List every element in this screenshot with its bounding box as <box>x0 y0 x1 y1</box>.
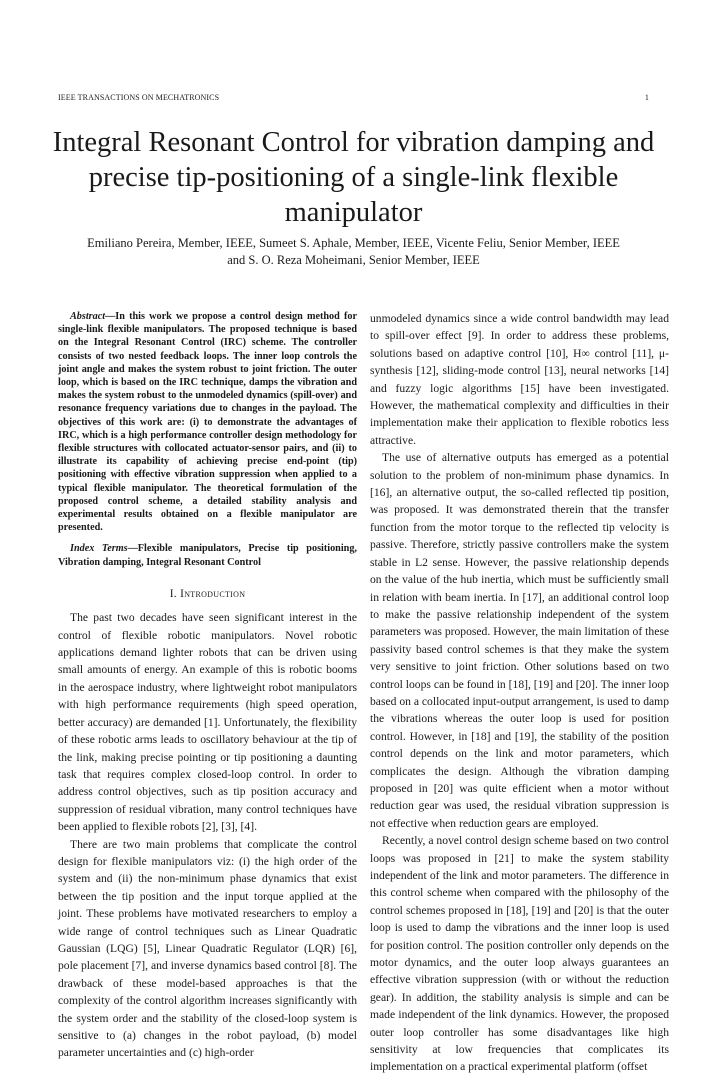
paper-title: Integral Resonant Control for vibration damping and precise tip-positioning of a single-link flexible manipulator <box>52 127 655 228</box>
paragraph: There are two main problems that complicate the control design for flexible manipulators viz: (i) the high order of the system and (ii) the non-minimum phase dynamics that exist between the tip position and the input torque applied at the joint. These problems have motivated researchers to employ a wide range of control techniques such as Linear Quadratic Gaussian (LQG) [5], Linear Quadratic Regulator (LQR) [6], pole placement [7], and inverse dynamics based control [8]. The drawback of these model-based approaches is that the complexity of the control algorithm increases significantly with the system order and the stability of the closed-loop system is sensitive to (a) changes in the robot payload, (b) model parameter uncertainties and (c) high-order <box>58 837 357 1060</box>
abstract-label: Abstract <box>70 311 106 322</box>
author-line-1: Emiliano Pereira, Member, IEEE, Sumeet S. Aphale, Member, IEEE, Vicente Feliu, Senior Member, IEEE <box>87 236 620 250</box>
paragraph: The past two decades have seen significant interest in the control of flexible robotic manipulators. Novel robotic applications demand lighter robots that can be driven using small amounts of energy. An example of this is robotic booms in the aerospace industry, where lightweight robot manipulators with high performance requirements (high speed operation, better accuracy) are demanded [1]. Unfortunately, the flexibility of these robotic arms leads to oscillatory behaviour at the tip of the link, making precise pointing or tip positioning a daunting task that requires complex closed-loop control. In order to address control objectives, such as tip position accuracy and suppression of residual vibration, many control techniques have been applied to flexible robots [2], [3], [4]. <box>58 611 357 834</box>
paragraph: The use of alternative outputs has emerged as a potential solution to the problem of non-minimum phase dynamics. In [16], an alternative output, the so-called reflected tip position, was proposed. It was demonstrated therein that the transfer function from the motor torque to the reflected tip velocity is passive. Therefore, strictly passive controllers make the system stable in L2 sense. However, the passive relationship depends on the value of the hub inertia, which must be sufficiently small in relation with beam inertia. In [17], an additional control loop to make the passive relationship independent of the system parameters was proposed. However, the main limitation of these passivity based control schemes is that they make the system very sensitive to joint friction. Other solutions based on two control loops can be found in [18], [19] and [20]. The inner loop based on a collocated input-output arrangement, is used to damp the vibrations whereas the outer loop is used for position control. However, in [18] and [19], the stability of the position control depends on the link and motor parameters, which complicates the design. Although the vibration damping proposed in [20] was quite efficient when a motor without reduction gear was used, the residual vibration suppression is not effective when reduction gears are employed. <box>370 451 669 830</box>
section-heading-introduction <box>58 586 357 603</box>
right-column <box>370 310 669 1076</box>
index-terms-label: Index Terms <box>70 543 128 555</box>
abstract-text: —In this work we propose a control design method for single-link flexible manipulators. The proposed technique is based on the Integral Resonant Control (IRC) scheme. The controller consists of two nested feedback loops. The inner loop controls the joint angle and makes the system robust to joint friction. The outer loop, which is based on the IRC technique, damps the vibration and makes the system robust to the unmodeled dynamics (spill-over) and resonance frequency variations due to changes in the payload. The objectives of this work are: (i) to demonstrate the advantages of IRC, which is a high performance controller design methodology for flexible structures with collocated actuator-sensor pairs, and (ii) to illustrate its capability of achieving precise end-point (tip) positioning with effective vibration suppression when applied to a typical flexible manipulator. The theoretical formulation of the proposed control scheme, a detailed stability analysis and experimental results obtained on a flexible manipulator are presented. <box>58 311 357 534</box>
author-line-2: and S. O. Reza Moheimani, Senior Member, IEEE <box>227 253 480 267</box>
section-numeral: I. <box>169 587 177 600</box>
paragraph: Recently, a novel control design scheme based on two control loops was proposed in [21] to make the system stability independent of the link and motor parameters. The difference in this control scheme when compared with the philosophy of the control schemes proposed in [18], [19] and [20] is that the outer loop is used to damp the vibrations and the inner loop is used for position control. The position controller only depends on the motor dynamics, and the outer loop always guarantees an effective vibration suppression (with or without the reduction gear). In addition, the stability analysis is simple and can be made independent of the link dynamics. However, the proposed outer loop controller has some disadvantages like high sensitivity at low frequencies that complicates its implementation on a practical experimental platform (offset <box>370 834 669 1074</box>
page-number: 1 <box>644 93 649 102</box>
index-terms-text: —Flexible manipulators, Precise tip positioning, Vibration damping, Integral Resonant Control <box>58 543 357 568</box>
index-terms <box>58 542 357 568</box>
paragraph: unmodeled dynamics since a wide control bandwidth may lead to spill-over effect [9]. In order to address these problems, solutions based on adaptive control [10], H∞ control [11], μ-synthesis [12], sliding-mode control [13], neural networks [14] and fuzzy logic algorithms [15] have been investigated. However, the mathematical complexity and difficulties in their implementation make their application to flexible robotics less attractive. <box>370 312 669 447</box>
abstract <box>58 310 357 534</box>
author-list <box>40 235 667 269</box>
journal-name: IEEE TRANSACTIONS ON MECHATRONICS <box>58 93 220 102</box>
left-column <box>58 310 357 1062</box>
section-title: Introduction <box>180 587 246 600</box>
